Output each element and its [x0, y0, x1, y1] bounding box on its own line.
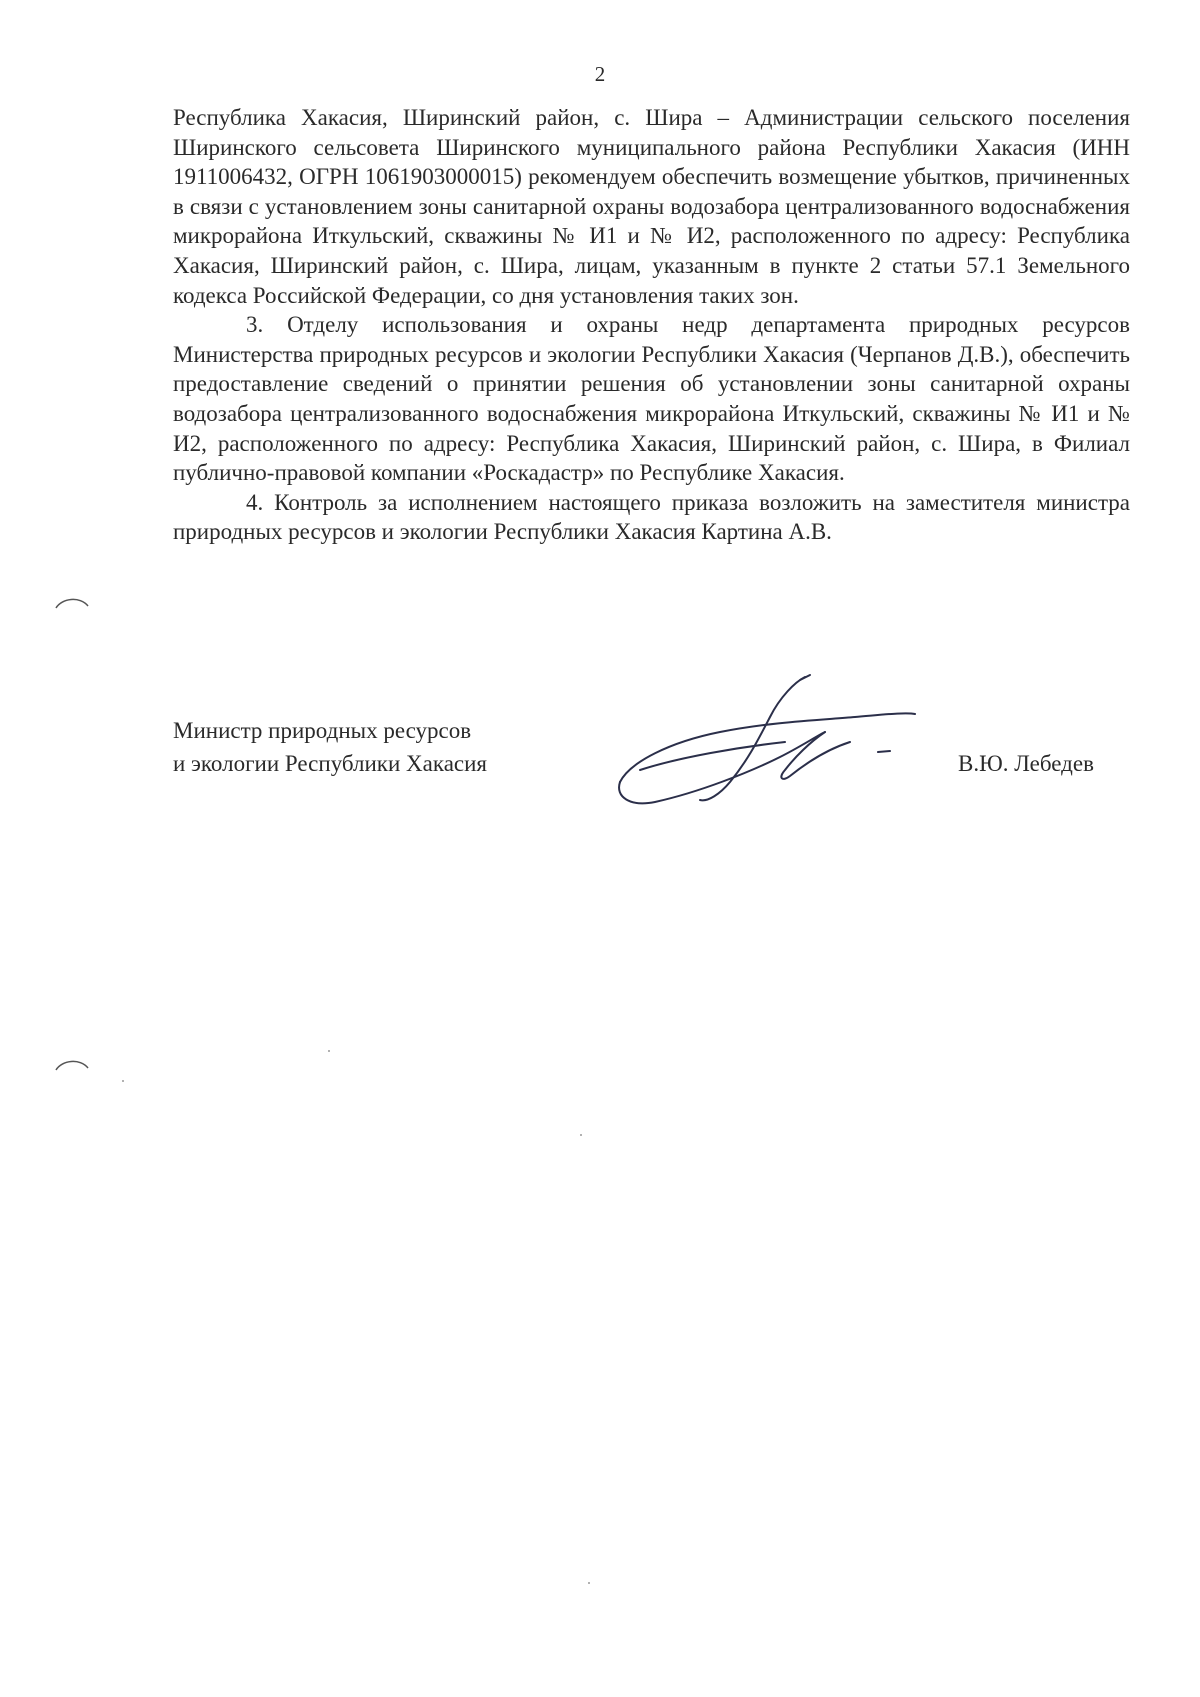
handwritten-signature	[610, 672, 930, 812]
paragraph-item-3: 3. Отделу использования и охраны недр департамента природных ресурсов Министерства природных ресурсов и экологии Республики Хакасия (Черпанов Д.В.), обеспечить предоставление сведений о принятии решения об установлении зоны санитарной охраны водозабора централизованного водоснабжения микрорайона Иткульский, скважины № И1 и № И2, расположенного по адресу: Республика Хакасия, Ширинский район, с. Шира, в Филиал публично-правовой компании «Роскадастр» по Республике Хакасия.	[173, 312, 1130, 486]
scan-dust-dot	[588, 1582, 590, 1584]
scan-dust-dot	[328, 1050, 330, 1052]
signatory-position-line-2: и экологии Республики Хакасия	[173, 751, 487, 776]
scan-artifact-mark	[54, 596, 90, 610]
paragraph-item-4: 4. Контроль за исполнением настоящего приказа возложить на заместителя министра природных ресурсов и экологии Республики Хакасия Картина А.В.	[173, 489, 1130, 545]
document-body	[173, 103, 1130, 547]
signatory-position-line-1: Министр природных ресурсов	[173, 718, 472, 743]
page-number: 2	[594, 62, 606, 86]
scan-artifact-mark	[54, 1058, 90, 1072]
scan-dust-dot	[122, 1080, 124, 1082]
signatory-position	[173, 714, 487, 780]
scan-dust-dot	[580, 1134, 582, 1136]
signatory-name: В.Ю. Лебедев	[958, 751, 1094, 776]
paragraph-continuation: Республика Хакасия, Ширинский район, с. Шира – Администрации сельского поселения Ширинского сельсовета Ширинского муниципального района Республики Хакасия (ИНН 1911006432, ОГРН 1061903000015) рекомендуем обеспечить возмещение убытков, причиненных в связи с установлением зоны санитарной охраны водозабора централизованного водоснабжения микрорайона Иткульский, скважины № И1 и № И2, расположенного по адресу: Республика Хакасия, Ширинский район, с. Шира, лицам, указанным в пункте 2 статьи 57.1 Земельного кодекса Российской Федерации, со дня установления таких зон.	[173, 105, 1130, 308]
